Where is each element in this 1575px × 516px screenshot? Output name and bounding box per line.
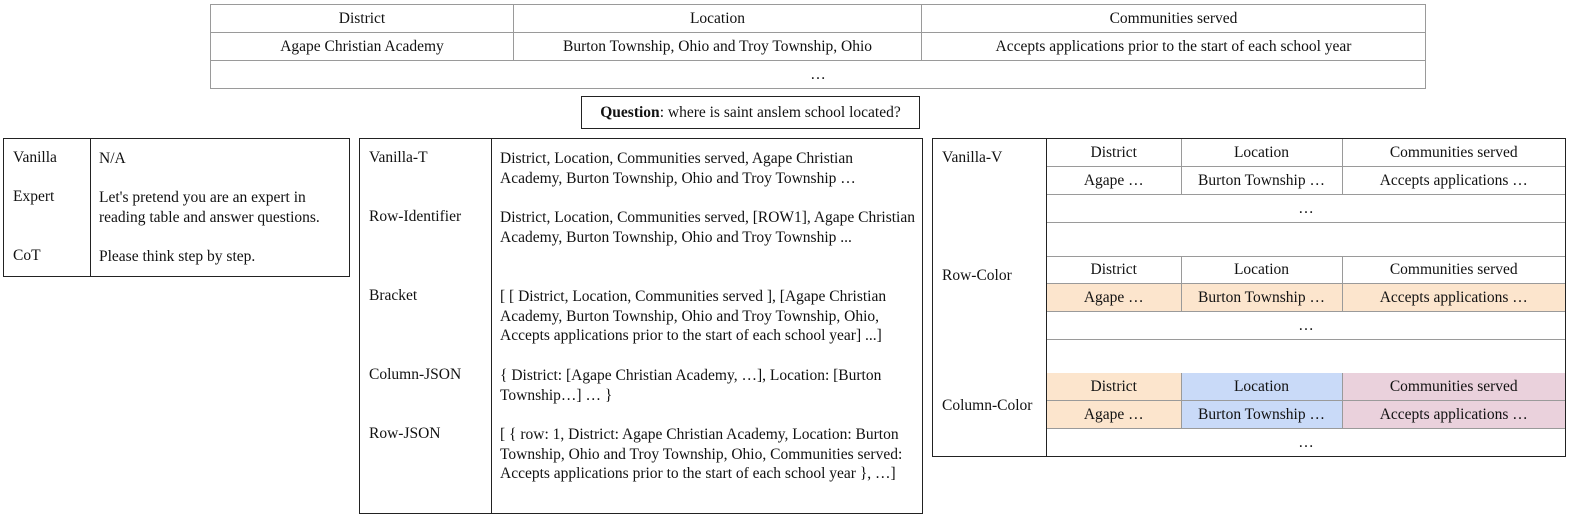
method-label-cot: CoT [13,247,41,264]
method-label-bracket: Bracket [369,287,418,304]
source-table [210,4,1426,89]
cell-location: Burton Township, Ohio and Troy Township, Ohio [514,33,922,61]
table-row-highlighted [1047,284,1565,312]
row-color-table [1047,256,1565,340]
question-text: : where is saint anslem school located? [659,104,901,121]
ellipsis: … [1047,312,1565,340]
vanilla-v-table [1047,139,1565,223]
prompt-expert: Let's pretend you are an expert in reading table and answer questions. [99,189,320,226]
method-label-vanilla-t: Vanilla-T [369,149,428,166]
instruction-panel [3,138,350,277]
header-district: District [1047,373,1181,401]
column-divider [90,139,91,276]
header-location: Location [1181,139,1342,167]
source-table-ellipsis-row [211,61,1426,89]
method-label-expert: Expert [13,188,55,205]
header-communities-served: Communities served [1342,139,1565,167]
serialization-row-json: [ { row: 1, District: Agape Christian Academy, Location: Burton Township, Ohio and Troy Township, Ohio, Communities served: Accepts applications prior to the start of each school year }, …] [500,426,903,483]
serialization-column-json: { District: [Agape Christian Academy, …], Location: [Burton Township…] … } [500,367,882,404]
header-communities-served: Communities served [1342,256,1565,284]
cell-communities-served: Accepts applications … [1342,167,1565,195]
header-district: District [211,5,514,33]
question-label: Question [600,104,660,121]
prompt-vanilla: N/A [99,150,126,167]
cell-district: Agape … [1047,284,1181,312]
cell-district: Agape Christian Academy [211,33,514,61]
table-ellipsis-row [1047,195,1565,223]
column-color-table [1047,373,1565,456]
visual-serialization-panel [932,138,1566,457]
header-district: District [1047,139,1181,167]
method-label-vanilla-v: Vanilla-V [942,149,1003,166]
question-box [581,96,920,129]
source-table-header-row [211,5,1426,33]
cell-district: Agape … [1047,401,1181,429]
serialization-vanilla-t: District, Location, Communities served, Agape Christian Academy, Burton Township, Ohio and Troy Township … [500,150,856,187]
method-label-column-json: Column-JSON [369,366,462,383]
table-ellipsis-row [1047,312,1565,340]
header-location: Location [1181,373,1342,401]
table-header-row [1047,256,1565,284]
header-location: Location [514,5,922,33]
serialization-bracket: [ [ District, Location, Communities served ], [Agape Christian Academy, Burton Township, Ohio and Troy Township, Ohio, Accepts applications prior to the start of each school year] ...] [500,288,887,345]
cell-district: Agape … [1047,167,1181,195]
table-ellipsis-row [1047,429,1565,457]
serialization-row-identifier: District, Location, Communities served, [ROW1], Agape Christian Academy, Burton Township, Ohio and Troy Township ... [500,209,915,246]
separator-row [1047,222,1565,257]
method-label-row-identifier: Row-Identifier [369,208,462,225]
table-row [1047,401,1565,429]
table-header-row [1047,139,1565,167]
header-location: Location [1181,256,1342,284]
ellipsis: … [1047,195,1565,223]
method-label-row-json: Row-JSON [369,425,441,442]
separator-row [1047,339,1565,374]
cell-location: Burton Township … [1181,167,1342,195]
cell-location: Burton Township … [1181,401,1342,429]
text-serialization-panel [359,138,923,514]
prompt-cot: Please think step by step. [99,248,256,265]
header-district: District [1047,256,1181,284]
method-label-row-color: Row-Color [942,267,1012,284]
header-communities-served: Communities served [922,5,1426,33]
ellipsis: … [211,61,1426,89]
ellipsis: … [1047,429,1565,457]
method-label-vanilla: Vanilla [13,149,57,166]
table-row [1047,167,1565,195]
column-divider [491,139,492,513]
cell-communities-served: Accepts applications … [1342,401,1565,429]
method-label-column-color: Column-Color [942,397,1033,414]
cell-communities-served: Accepts applications … [1342,284,1565,312]
cell-communities-served: Accepts applications prior to the start of each school year [922,33,1426,61]
cell-location: Burton Township … [1181,284,1342,312]
source-table-row [211,33,1426,61]
header-communities-served: Communities served [1342,373,1565,401]
table-header-row [1047,373,1565,401]
